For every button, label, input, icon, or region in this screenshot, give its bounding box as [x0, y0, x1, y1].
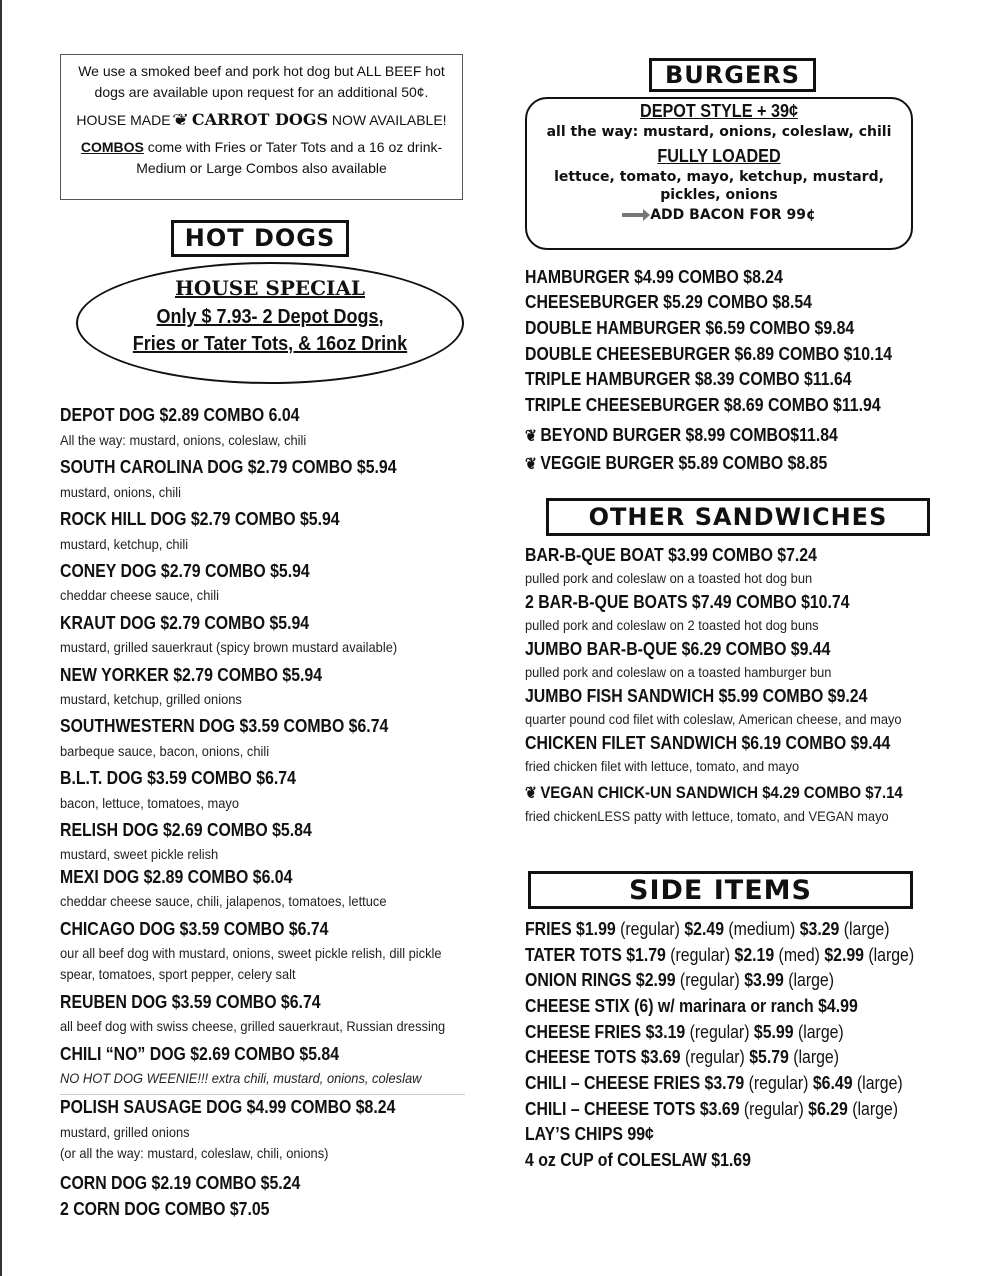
notice-line-4 [61, 137, 462, 158]
side-item: CHEESE TOTS $3.69 (regular) $5.79 (large) [525, 1047, 840, 1067]
arrow-right-icon [622, 213, 644, 217]
leaf-icon: ❦ [525, 456, 537, 473]
sandwich-desc: quarter pound cod filet with coleslaw, American cheese, and mayo [525, 711, 902, 727]
house-special [76, 262, 464, 384]
sandwich-desc: fried chickenLESS patty with lettuce, tomato, and VEGAN mayo [525, 808, 889, 824]
hotdog-desc: mustard, onions, chili [60, 484, 181, 500]
side-item: CHEESE STIX (6) w/ marinara or ranch $4.99 [525, 996, 858, 1016]
notice-line-1: We use a smoked beef and pork hot dog but ALL BEEF hot [78, 63, 445, 79]
add-bacon-label: ADD BACON FOR 99¢ [650, 207, 816, 223]
hotdog-desc: (or all the way: mustard, coleslaw, chili, onions) [60, 1145, 329, 1161]
leaf-icon: ❦ [172, 112, 190, 129]
hotdog-name: 2 CORN DOG COMBO $7.05 [60, 1199, 270, 1219]
sandwich-desc: pulled pork and coleslaw on a toasted hamburger bun [525, 664, 832, 680]
side-item: CHILI – CHEESE TOTS $3.69 (regular) $6.29 (large) [525, 1099, 898, 1119]
hotdog-name: CHILI “NO” DOG $2.69 COMBO $5.84 [60, 1044, 340, 1064]
hotdog-name: ROCK HILL DOG $2.79 COMBO $5.94 [60, 509, 340, 529]
sandwich-name: CHICKEN FILET SANDWICH $6.19 COMBO $9.44 [525, 733, 891, 753]
burger-item-beyond [525, 424, 838, 448]
burger-item: CHEESEBURGER $5.29 COMBO $8.54 [525, 292, 812, 312]
hotdog-desc: mustard, ketchup, grilled onions [60, 691, 242, 707]
burger-item-veggie [525, 452, 827, 476]
side-item: CHILI – CHEESE FRIES $3.79 (regular) $6.49 (large) [525, 1073, 903, 1093]
hotdog-name: SOUTHWESTERN DOG $3.59 COMBO $6.74 [60, 716, 389, 736]
side-item: 4 oz CUP of COLESLAW $1.69 [525, 1150, 751, 1170]
hotdog-desc: our all beef dog with mustard, onions, sweet pickle relish, dill pickle [60, 945, 442, 961]
depot-style-heading: DEPOT STYLE + 39¢ [639, 101, 799, 121]
burger-item-label: VEGGIE BURGER $5.89 COMBO $8.85 [540, 453, 828, 473]
hotdog-desc: mustard, sweet pickle relish [60, 846, 219, 862]
sandwich-desc: pulled pork and coleslaw on a toasted hot dog bun [525, 570, 813, 586]
fully-loaded-desc-1: lettuce, tomato, mayo, ketchup, mustard, [554, 169, 884, 185]
hotdog-desc: mustard, ketchup, chili [60, 536, 189, 552]
house-special-title: HOUSE SPECIAL [175, 276, 365, 300]
hotdog-name: KRAUT DOG $2.79 COMBO $5.94 [60, 613, 310, 633]
notice-available: NOW AVAILABLE! [331, 112, 447, 128]
sandwich-name: JUMBO FISH SANDWICH $5.99 COMBO $9.24 [525, 686, 868, 706]
hotdog-name: NEW YORKER $2.79 COMBO $5.94 [60, 665, 323, 685]
sandwich-vegan [525, 782, 903, 805]
burger-item: HAMBURGER $4.99 COMBO $8.24 [525, 267, 783, 287]
sandwich-name: 2 BAR-B-QUE BOATS $7.49 COMBO $10.74 [525, 592, 850, 612]
sandwich-name: VEGAN CHICK-UN SANDWICH $4.29 COMBO $7.14 [540, 783, 903, 802]
burger-item-label: BEYOND BURGER $8.99 COMBO$11.84 [540, 425, 838, 445]
page-border [0, 0, 2, 1276]
hotdog-name: CONEY DOG $2.79 COMBO $5.94 [60, 561, 310, 581]
fully-loaded-desc-2: pickles, onions [660, 187, 778, 203]
other-sandwiches-title: OTHER SANDWICHES [546, 498, 930, 536]
hotdog-desc: mustard, grilled sauerkraut (spicy brown mustard available) [60, 639, 398, 655]
divider [60, 1094, 465, 1095]
sandwich-name: JUMBO BAR-B-QUE $6.29 COMBO $9.44 [525, 639, 831, 659]
hotdog-name: CHICAGO DOG $3.59 COMBO $6.74 [60, 919, 329, 939]
burger-options-box [525, 97, 913, 250]
hotdog-desc: cheddar cheese sauce, chili [60, 587, 219, 603]
sandwich-name: BAR-B-QUE BOAT $3.99 COMBO $7.24 [525, 545, 817, 565]
hotdog-name: MEXI DOG $2.89 COMBO $6.04 [60, 867, 293, 887]
hotdog-name: DEPOT DOG $2.89 COMBO 6.04 [60, 405, 300, 425]
hotdog-name: CORN DOG $2.19 COMBO $5.24 [60, 1173, 301, 1193]
burger-item: DOUBLE CHEESEBURGER $6.89 COMBO $10.14 [525, 344, 893, 364]
house-special-line-1: Only $ 7.93- 2 Depot Dogs, [156, 306, 384, 328]
notice-line-5: Medium or Large Combos also available [136, 160, 387, 176]
hotdog-name: SOUTH CAROLINA DOG $2.79 COMBO $5.94 [60, 457, 397, 477]
hotdog-desc: spear, tomatoes, sport pepper, celery salt [60, 966, 296, 982]
burger-item: TRIPLE CHEESEBURGER $8.69 COMBO $11.94 [525, 395, 881, 415]
hotdog-desc: all beef dog with swiss cheese, grilled sauerkraut, Russian dressing [60, 1018, 446, 1034]
carrot-dogs-title: CARROT DOGS [191, 110, 329, 129]
hot-dogs-title: HOT DOGS [171, 220, 349, 257]
hotdog-name: REUBEN DOG $3.59 COMBO $6.74 [60, 992, 321, 1012]
add-bacon [527, 207, 911, 223]
side-item: CHEESE FRIES $3.19 (regular) $5.99 (large) [525, 1022, 844, 1042]
side-item: ONION RINGS $2.99 (regular) $3.99 (large) [525, 970, 835, 990]
depot-style-desc: all the way: mustard, onions, coleslaw, chili [546, 124, 892, 140]
side-items-title: SIDE ITEMS [528, 871, 913, 909]
leaf-icon: ❦ [525, 428, 537, 445]
side-item: FRIES $1.99 (regular) $2.49 (medium) $3.29 (large) [525, 919, 890, 939]
side-item: TATER TOTS $1.79 (regular) $2.19 (med) $2.99 (large) [525, 945, 915, 965]
side-item: LAY’S CHIPS 99¢ [525, 1124, 654, 1144]
sandwich-desc: pulled pork and coleslaw on 2 toasted hot dog buns [525, 617, 819, 633]
fully-loaded-heading: FULLY LOADED [657, 146, 781, 166]
notice-house-made: HOUSE MADE [76, 112, 171, 128]
burgers-title: BURGERS [649, 58, 816, 92]
combos-label: COMBOS [80, 139, 144, 155]
combos-desc: come with Fries or Tater Tots and a 16 oz drink- [147, 139, 443, 155]
notice-line-2: dogs are available upon request for an additional 50¢. [94, 84, 429, 100]
hotdog-desc: cheddar cheese sauce, chili, jalapenos, tomatoes, lettuce [60, 893, 387, 909]
hotdog-desc: All the way: mustard, onions, coleslaw, chili [60, 432, 307, 448]
hotdog-name: POLISH SAUSAGE DOG $4.99 COMBO $8.24 [60, 1097, 396, 1117]
hotdog-desc: NO HOT DOG WEENIE!!! extra chili, mustard, onions, coleslaw [60, 1070, 422, 1086]
notice-box [60, 54, 463, 200]
hotdog-desc: mustard, grilled onions [60, 1124, 190, 1140]
hotdog-name: B.L.T. DOG $3.59 COMBO $6.74 [60, 768, 296, 788]
hotdog-desc: bacon, lettuce, tomatoes, mayo [60, 795, 239, 811]
notice-line-3 [61, 109, 462, 131]
hotdog-name: RELISH DOG $2.69 COMBO $5.84 [60, 820, 312, 840]
sandwich-desc: fried chicken filet with lettuce, tomato, and mayo [525, 758, 800, 774]
house-special-line-2: Fries or Tater Tots, & 16oz Drink [132, 333, 408, 355]
leaf-icon: ❦ [525, 785, 537, 802]
burger-item: TRIPLE HAMBURGER $8.39 COMBO $11.64 [525, 369, 852, 389]
burger-item: DOUBLE HAMBURGER $6.59 COMBO $9.84 [525, 318, 855, 338]
hotdog-desc: barbeque sauce, bacon, onions, chili [60, 743, 270, 759]
